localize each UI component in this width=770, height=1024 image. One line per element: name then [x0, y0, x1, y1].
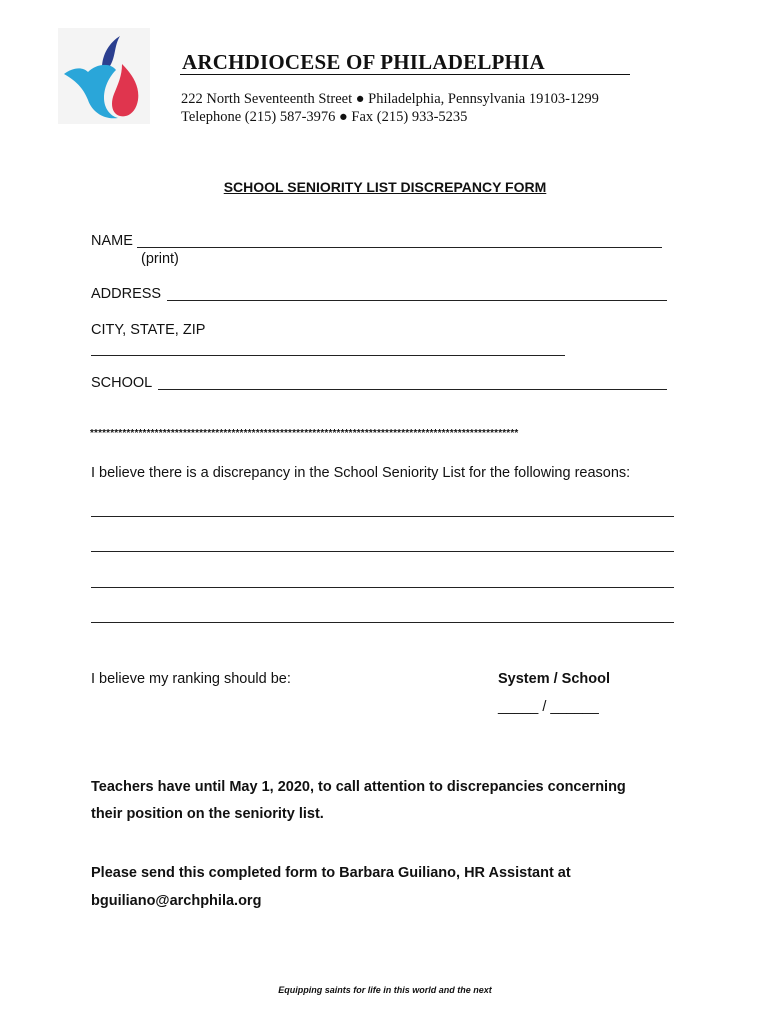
- contact-email: bguiliano@archphila.org: [91, 893, 262, 909]
- name-label: NAME: [91, 233, 133, 249]
- print-hint: (print): [141, 251, 179, 267]
- ranking-blank[interactable]: _____ / ______: [498, 699, 599, 715]
- reason-line-1[interactable]: [91, 516, 674, 517]
- city-state-zip-label: CITY, STATE, ZIP: [91, 322, 206, 338]
- deadline-line-1: Teachers have until May 1, 2020, to call attention to discrepancies concerning: [91, 779, 626, 795]
- reasons-prompt: I believe there is a discrepancy in the School Seniority List for the following reasons:: [91, 465, 631, 481]
- separator-stars: **********************************************************************************************************: [90, 428, 519, 439]
- name-field-line[interactable]: [137, 247, 662, 248]
- school-label: SCHOOL: [91, 375, 153, 391]
- mailing-address: 222 North Seventeenth Street ● Philadelphia, Pennsylvania 19103-1299: [181, 91, 599, 107]
- address-field-line[interactable]: [167, 300, 667, 301]
- school-field-line[interactable]: [158, 389, 667, 390]
- address-label: ADDRESS: [91, 286, 162, 302]
- phone-fax: Telephone (215) 587-3976 ● Fax (215) 933-5235: [181, 109, 468, 125]
- archdiocese-logo: [58, 28, 150, 124]
- ranking-header: System / School: [498, 671, 611, 687]
- header-rule: [180, 74, 630, 75]
- reason-line-4[interactable]: [91, 622, 674, 623]
- footer-tagline: Equipping saints for life in this world and the next: [278, 985, 492, 995]
- reason-line-3[interactable]: [91, 587, 674, 588]
- city-state-zip-field-line[interactable]: [91, 355, 565, 356]
- ranking-label: I believe my ranking should be:: [91, 671, 291, 687]
- deadline-line-2: their position on the seniority list.: [91, 806, 324, 822]
- form-title: SCHOOL SENIORITY LIST DISCREPANCY FORM: [223, 179, 547, 195]
- reason-line-2[interactable]: [91, 551, 674, 552]
- send-instructions-line-1: Please send this completed form to Barbara Guiliano, HR Assistant at: [91, 865, 571, 881]
- organization-name: ARCHDIOCESE OF PHILADELPHIA: [182, 50, 545, 74]
